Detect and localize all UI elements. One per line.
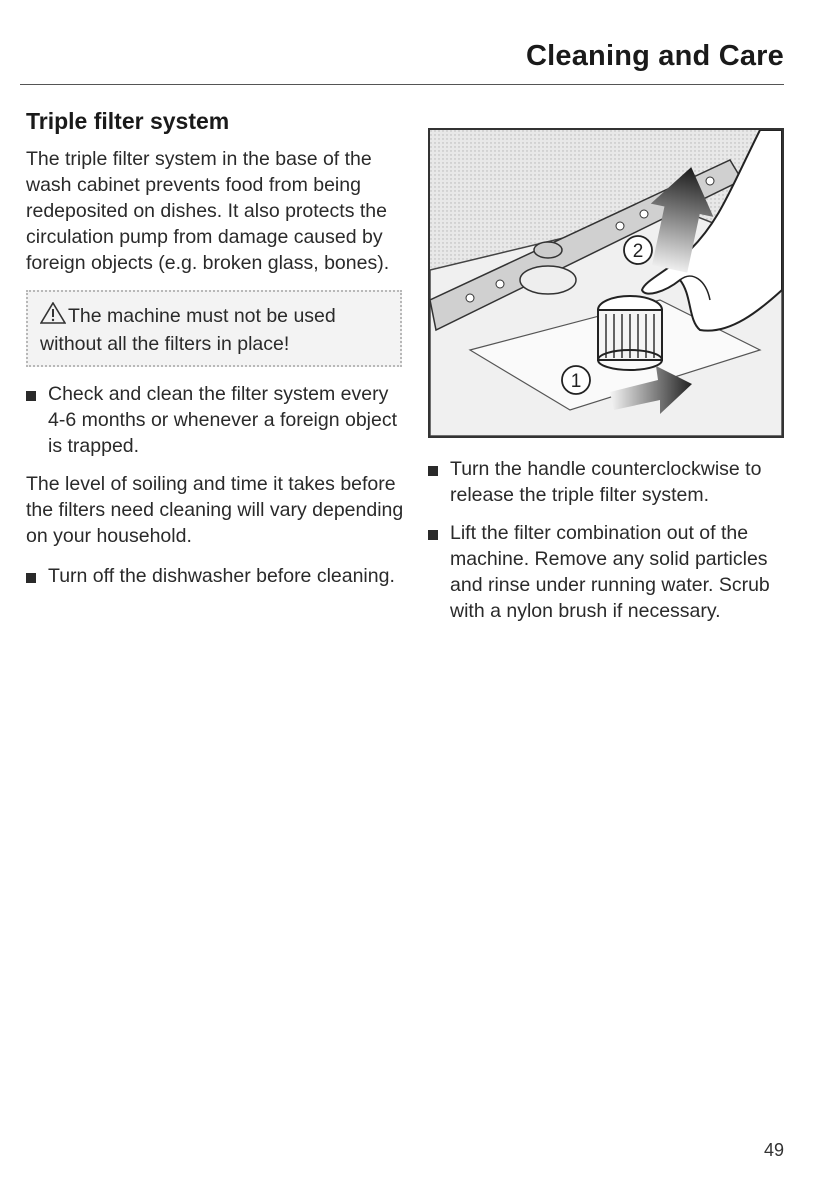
right-column [428, 456, 788, 636]
warning-triangle-icon [40, 302, 66, 331]
list-item [428, 520, 788, 624]
header-divider [20, 84, 784, 85]
list-item [428, 456, 788, 508]
intro-paragraph: The triple filter system in the base of the wash cabinet prevents food from being redeposited on dishes. It also protects the circulation pump from damage caused by foreign objects (e.g. broken glass, bones). [26, 148, 390, 274]
list-item [26, 563, 406, 589]
left-column [26, 146, 406, 601]
svg-text:2: 2 [632, 241, 644, 262]
square-bullet-icon [26, 391, 36, 401]
bullet-text: Turn the handle counterclockwise to release the triple filter system. [450, 458, 762, 506]
callout-label-1 [562, 366, 590, 394]
svg-text:1: 1 [570, 371, 582, 392]
square-bullet-icon [428, 466, 438, 476]
section-title: Triple filter system [26, 108, 230, 134]
page-header-title: Cleaning and Care [525, 40, 784, 72]
warning-text: The machine must not be used without all the filters in place! [40, 305, 336, 355]
square-bullet-icon [26, 573, 36, 583]
filter-removal-illustration [428, 128, 784, 438]
soiling-paragraph: The level of soiling and time it takes before the filters need cleaning will vary depending on your household. [26, 473, 404, 547]
square-bullet-icon [428, 530, 438, 540]
bullet-text: Turn off the dishwasher before cleaning. [48, 565, 395, 587]
list-item [26, 381, 406, 459]
callout-label-2 [624, 236, 652, 264]
page-number: 49 [763, 1140, 784, 1160]
bullet-text: Lift the filter combination out of the machine. Remove any solid particles and rinse under running water. Scrub with a nylon brush if necessary. [450, 522, 770, 622]
bullet-text: Check and clean the filter system every 4-6 months or whenever a foreign object is trapped. [48, 383, 398, 457]
warning-box [26, 290, 402, 367]
